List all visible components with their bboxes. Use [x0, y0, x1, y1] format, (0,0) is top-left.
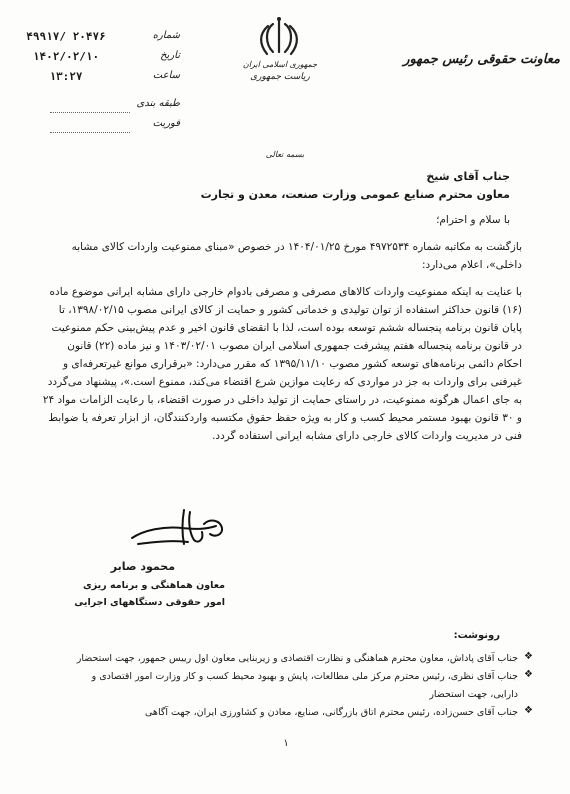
handwritten-signature — [124, 500, 234, 560]
paragraph-line: داخلی»، اعلام می‌دارد: — [421, 259, 522, 271]
signatory-title: معاون هماهنگی و برنامه ریزی — [83, 580, 225, 591]
date-value: ۱۴۰۲/۰۲/۱۰ — [32, 50, 100, 63]
emblem-caption-1: جمهوری اسلامی ایران — [242, 60, 318, 69]
number-label: شماره — [152, 30, 180, 41]
signatory-title: امور حقوقی دستگاههای اجرایی — [74, 597, 225, 608]
diamond-bullet-icon: ❖ — [524, 669, 533, 680]
paragraph-line: با عنایت به اینکه ممنوعیت واردات کالاهای مصرفی و مصرفی بادوام خارجی دارای مشابه ایرانی موضوع ماده — [49, 286, 522, 298]
urgency-label: فوریت — [152, 118, 180, 129]
recipient-title: معاون محترم صنایع عمومی وزارت صنعت، معدن و تجارت — [200, 188, 510, 201]
classification-row — [10, 98, 180, 116]
date-row — [10, 50, 180, 68]
classification-label: طبقه بندی — [136, 98, 180, 109]
greeting: با سلام و احترام؛ — [436, 214, 510, 226]
number-row — [10, 30, 180, 48]
date-label: تاریخ — [160, 50, 180, 61]
paragraph-line: پایان قانون برنامه پنجساله ششم توسعه بوده است، لذا با انقضای قانون اخیر و عدم پیش‌بینی حکم ممنوعیت — [51, 322, 522, 334]
paragraph-line: و ۳۰ قانون بهبود مستمر محیط کسب و کار به ویژه حفظ حقوق مکتسبه واردکنندگان، از ابزار تعرفه یا ضوابط — [48, 412, 522, 424]
signatory-name: محمود صابر — [110, 560, 175, 573]
org-title: معاونت حقوقی رئیس جمهور — [403, 52, 560, 67]
cc-title: رونوشت: — [453, 630, 500, 641]
emblem-caption-2: ریاست جمهوری — [250, 72, 310, 82]
cc-item-continuation: دارایی، جهت استحضار — [429, 689, 518, 700]
cc-item: جناب آقای حسن‌زاده، رئیس محترم اتاق بازرگانی، صنایع، معادن و کشاورزی ایران، جهت آگاهی — [145, 707, 518, 718]
number-value: ۴۹۹۱۷/ ۲۰۴۷۶ — [26, 30, 106, 43]
recipient-line: جناب آقای شیخ — [426, 170, 510, 183]
emblem-icon — [251, 14, 307, 60]
cc-item: جناب آقای پاداش، معاون محترم هماهنگی و نظارت اقتصادی و زیربنایی معاون اول رییس جمهور، جهت استحضار — [76, 653, 518, 664]
paragraph-line: در قانون برنامه پنجساله هفتم پیشرفت جمهوری اسلامی ایران مصوب ۱۴۰۳/۰۲/۰۱ و نیز ماده (۲۲) قانون — [67, 340, 522, 352]
diamond-bullet-icon: ❖ — [524, 651, 533, 662]
time-label: ساعت — [152, 70, 180, 81]
time-row — [10, 70, 180, 88]
paragraph-intro — [46, 238, 522, 274]
basmala: بسمه تعالی — [265, 150, 305, 159]
cc-item: جناب آقای نظری، رئیس محترم مرکز ملی مطالعات، پایش و بهبود محیط کسب و کار وزارت امور اقتصادی و — [91, 671, 518, 682]
paragraph-line: بازگشت به مکاتبه شماره ۴۹۷۲۵۳۴ مورخ ۱۴۰۴/۰۱/۲۵ در خصوص «مبنای ممنوعیت واردات کالای مشابه — [71, 241, 522, 253]
paragraph-line: احکام دائمی برنامه‌های توسعه کشور مصوب ۱۳۹۵/۱۱/۱۰ که مقرر می‌دارد: «برقراری موانع غیرتعرفه‌ای و — [62, 358, 522, 370]
paragraph-line: به جای اعمال هرگونه ممنوعیت، در راستای حمایت از تولید داخلی در صورت اقتضاء، با رعایت الزامات مواد ۲۴ — [42, 394, 522, 406]
paragraph-line: (۱۶) قانون حداکثر استفاده از توان تولیدی و خدماتی کشور و حمایت از کالای ایرانی مصوب ۱۳۹۸/۰۲/۱۵، تا — [58, 304, 522, 316]
page-number: ۱ — [283, 738, 289, 749]
urgency-row — [10, 118, 180, 136]
paragraph-line: فنی در مدیریت واردات کالای خارجی دارای مشابه ایرانی استفاده گردد. — [212, 430, 522, 442]
diamond-bullet-icon: ❖ — [524, 705, 533, 716]
paragraph-main — [42, 283, 522, 445]
time-value: ۱۳:۲۷ — [49, 70, 83, 83]
paragraph-line: غیرفنی برای واردات به جز در مواردی که رعایت موازین شرع اقتضاء می‌کند، ممنوع است.»، پیشنهاد می‌گردد — [47, 376, 522, 388]
